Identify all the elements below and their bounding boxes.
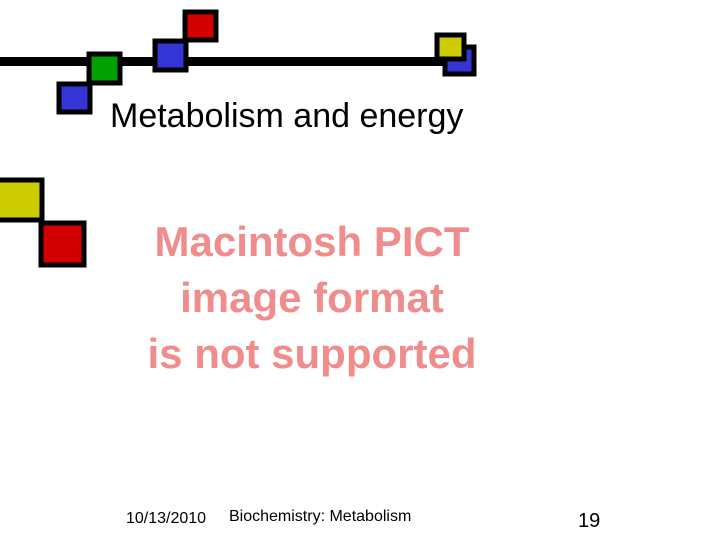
footer-course-title: Biochemistry: Metabolism bbox=[229, 508, 412, 525]
slide-page-number: 19 bbox=[578, 510, 601, 532]
yellow-square-right bbox=[437, 35, 464, 59]
placeholder-line-3: is not supported bbox=[147, 330, 477, 377]
footer-date: 10/13/2010 bbox=[126, 510, 207, 527]
red-square-side bbox=[41, 223, 84, 265]
blue-square-right bbox=[445, 47, 474, 74]
blue-square-top bbox=[155, 41, 186, 70]
unsupported-image-placeholder bbox=[108, 214, 516, 382]
header-bar bbox=[0, 57, 465, 66]
red-square-top bbox=[185, 12, 216, 40]
blue-square-left bbox=[59, 84, 90, 112]
green-square-top bbox=[89, 54, 120, 83]
yellow-square-side bbox=[0, 180, 42, 220]
placeholder-line-2: image format bbox=[180, 274, 444, 321]
slide-title: Metabolism and energy bbox=[110, 97, 464, 135]
placeholder-line-1: Macintosh PICT bbox=[154, 218, 470, 265]
